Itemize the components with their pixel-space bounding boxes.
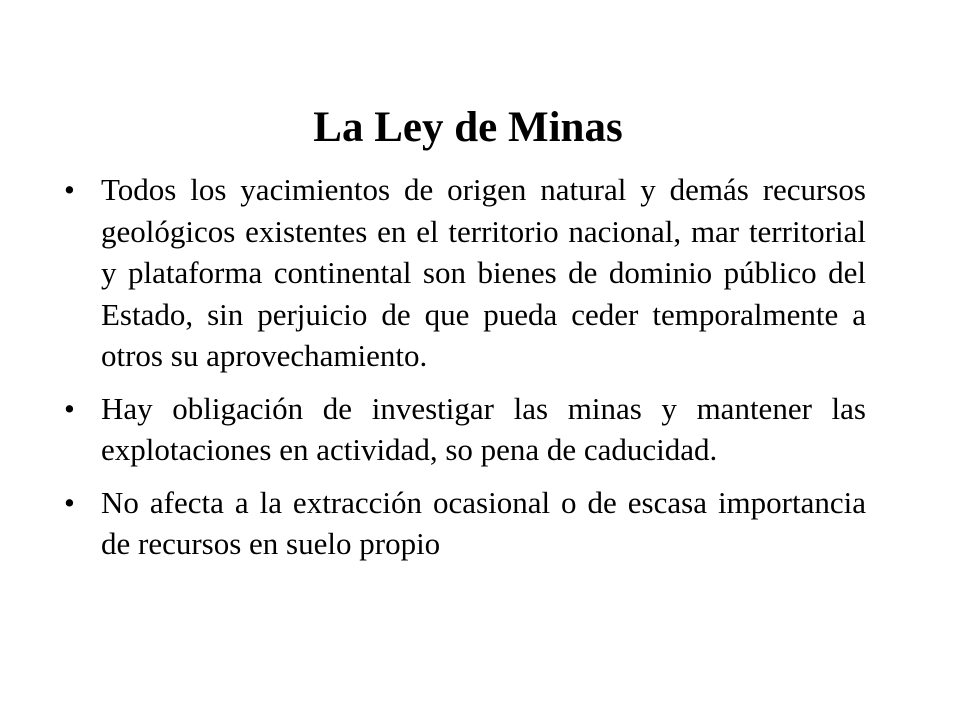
bullet-list [64, 169, 866, 576]
bullet-text: Hay obligación de investigar las minas y mantener las explotaciones en actividad, so pena de caducidad. [101, 390, 866, 467]
bullet-icon: • [64, 390, 75, 426]
bullet-text: Todos los yacimientos de origen natural y demás recursos geológicos existentes en el territorio nacional, mar territorial y plataforma continental son bienes de dominio público del Estado, sin perjuicio de que pueda ceder temporalmente a otros su aprovechamiento. [101, 172, 866, 373]
bullet-item-2 [64, 388, 866, 471]
bullet-text: No afecta a la extracción ocasional o de escasa importancia de recursos en suelo propio [101, 484, 866, 561]
bullet-item-3 [64, 482, 866, 565]
bullet-item-1 [64, 169, 866, 377]
slide-title: La Ley de Minas [313, 104, 623, 151]
bullet-icon: • [64, 172, 75, 207]
bullet-icon: • [64, 484, 75, 520]
